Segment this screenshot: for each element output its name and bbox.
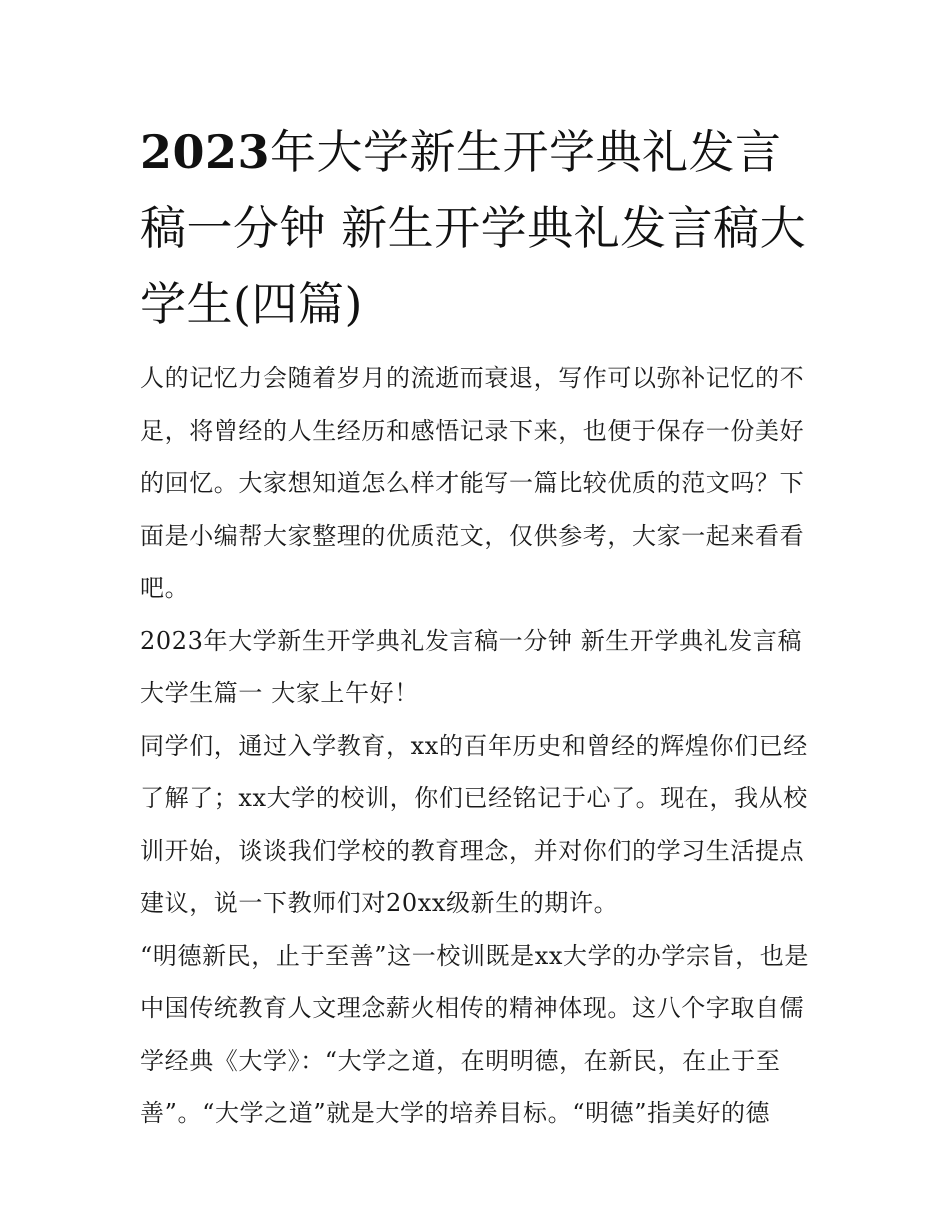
document-title xyxy=(140,114,820,342)
body-paragraph-2: 同学们，通过入学教育，xx的百年历史和曾经的辉煌你们已经了解了；xx大学的校训，你们已经铭记于心了。现在，我从校训开始，谈谈我们学校的教育理念，并对你们的学习生活提点建议，说一下教师们对20xx级新生的期许。 xyxy=(140,731,808,917)
document-content xyxy=(140,114,820,1140)
title-text: 年大学新生开学典礼发言稿一分钟 新生开学典礼发言稿大学生(四篇) xyxy=(140,125,807,331)
title-year: 2023 xyxy=(140,125,271,179)
intro-paragraph: 人的记忆力会随着岁月的流逝而衰退，写作可以弥补记忆的不足，将曾经的人生经历和感悟记录下来，也便于保存一份美好的回忆。大家想知道怎么样才能写一篇比较优质的范文吗？下面是小编帮大家整理的优质范文，仅供参考，大家一起来看看吧。 xyxy=(140,364,805,602)
body-paragraph-3: “明德新民，止于至善”这一校训既是xx大学的办学宗旨，也是中国传统教育人文理念薪火相传的精神体现。这八个字取自儒学经典《大学》：“大学之道，在明明德，在新民，在止于至善”。“大学之道”就是大学的培养目标。“明德”指美好的德 xyxy=(140,941,810,1127)
section-heading-paragraph: 2023年大学新生开学典礼发言稿一分钟 新生开学典礼发言稿大学生篇一 大家上午好！ xyxy=(140,626,803,707)
